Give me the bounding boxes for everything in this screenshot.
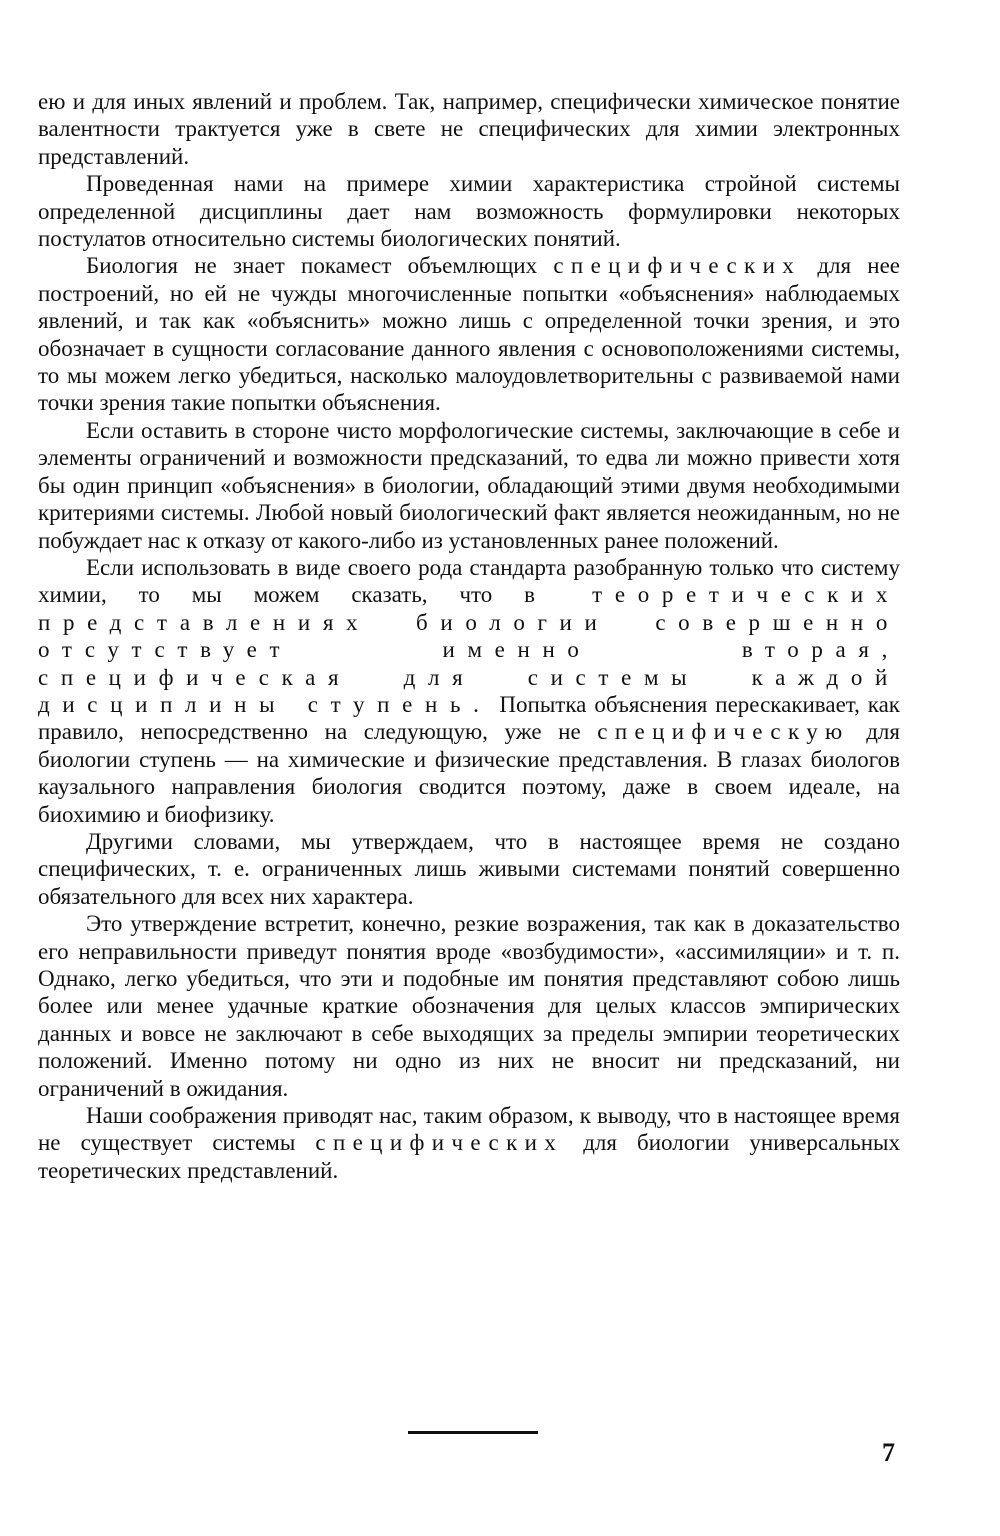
paragraph-text: Попытка объяснения перескакивает, как правило, непосредственно на следующую, уже не (38, 691, 900, 745)
paragraph-6 (38, 828, 900, 910)
paragraph-text: для нее построений, но ей не чужды многочисленные попытки «объяснения» наблюдаемых явлений, и так как «объяснить» можно лишь с определенной точки зрения, и это обозначает в сущности согласование данного явления с основоположениями системы, то мы можем легко убедиться, насколько малоудовлетворительны с развиваемой нами точки зрения такие попытки объяснения. (38, 253, 901, 416)
paragraph-text: Биология не знает покамест объемлющих (86, 253, 554, 279)
page-number: 7 (882, 1438, 895, 1467)
footer-divider (408, 1431, 538, 1434)
paragraph-3 (38, 252, 900, 416)
paragraph-text: Если использовать в виде своего рода стандарта разобранную только что систему химии, то мы можем сказать, что (38, 554, 900, 608)
page-body (38, 88, 900, 1184)
paragraph-text: Проведенная нами на примере химии характеристика стройной системы определенной дисциплины дает нам возможность формулировки некоторых постулатов относительно системы биологических понятий. (38, 171, 900, 252)
paragraph-5 (38, 554, 900, 828)
paragraph-4 (38, 417, 900, 554)
paragraph-text: для биологии ступень — на химические и физические представления. В глазах биологов каузального направления биология сводится поэтому, даже в своем идеале, на биохимию и биофизику. (38, 719, 900, 827)
paragraph-text: Другими словами, мы утверждаем, что в настоящее время не создано специфических, т. е. ограниченных лишь живыми системами понятий совершенно обязательного для всех них характера. (38, 828, 900, 909)
spaced-emphasis: специфических (553, 253, 802, 279)
spaced-emphasis: специфическую (597, 719, 850, 745)
paragraph-text: Это утверждение встретит, конечно, резкие возражения, так как в доказательство его неправильности приведут понятия вроде «возбудимости», «ассимиляции» и т. п. Однако, легко убедиться, что эти и подобные им понятия представляют собою лишь более или менее удачные краткие обозначения для целых классов эмпирических данных и вовсе не заключают в себе выходящих за пределы эмпирии теоретических положений. Именно потому ни одно из них не вносит ни предсказаний, ни ограничений в ожидания. (38, 911, 900, 1101)
paragraph-text: ею и для иных явлений и проблем. Так, например, специфически химическое понятие валентности трактуется уже в свете не специфических для химии электронных представлений. (38, 89, 900, 169)
spaced-emphasis: в теоретических представлениях биологии совершенно отсутствует именно вторая, специфическая для системы каждой дисциплины ступень. (38, 582, 900, 717)
paragraph-text: Наши соображения приводят нас, таким образом, к выводу, что в настоящее время не существует системы (38, 1103, 900, 1156)
paragraph-text: Если оставить в стороне чисто морфологические системы, заключающие в себе и элементы ограничений и возможности предсказаний, то едва ли можно привести хотя бы один принцип «объяснения» в биологии, обладающий этими двумя необходимыми критериями системы. Любой новый биологический факт является неожиданным, но не побуждает нас к отказу от какого-либо из установленных ранее положений. (38, 417, 900, 553)
paragraph-1 (38, 88, 900, 170)
spaced-emphasis: специфических (315, 1130, 564, 1156)
paragraph-text: для биологии универсальных теоретических представлений. (38, 1130, 900, 1183)
paragraph-8 (38, 1102, 900, 1184)
paragraph-2 (38, 170, 900, 252)
paragraph-7 (38, 910, 900, 1102)
